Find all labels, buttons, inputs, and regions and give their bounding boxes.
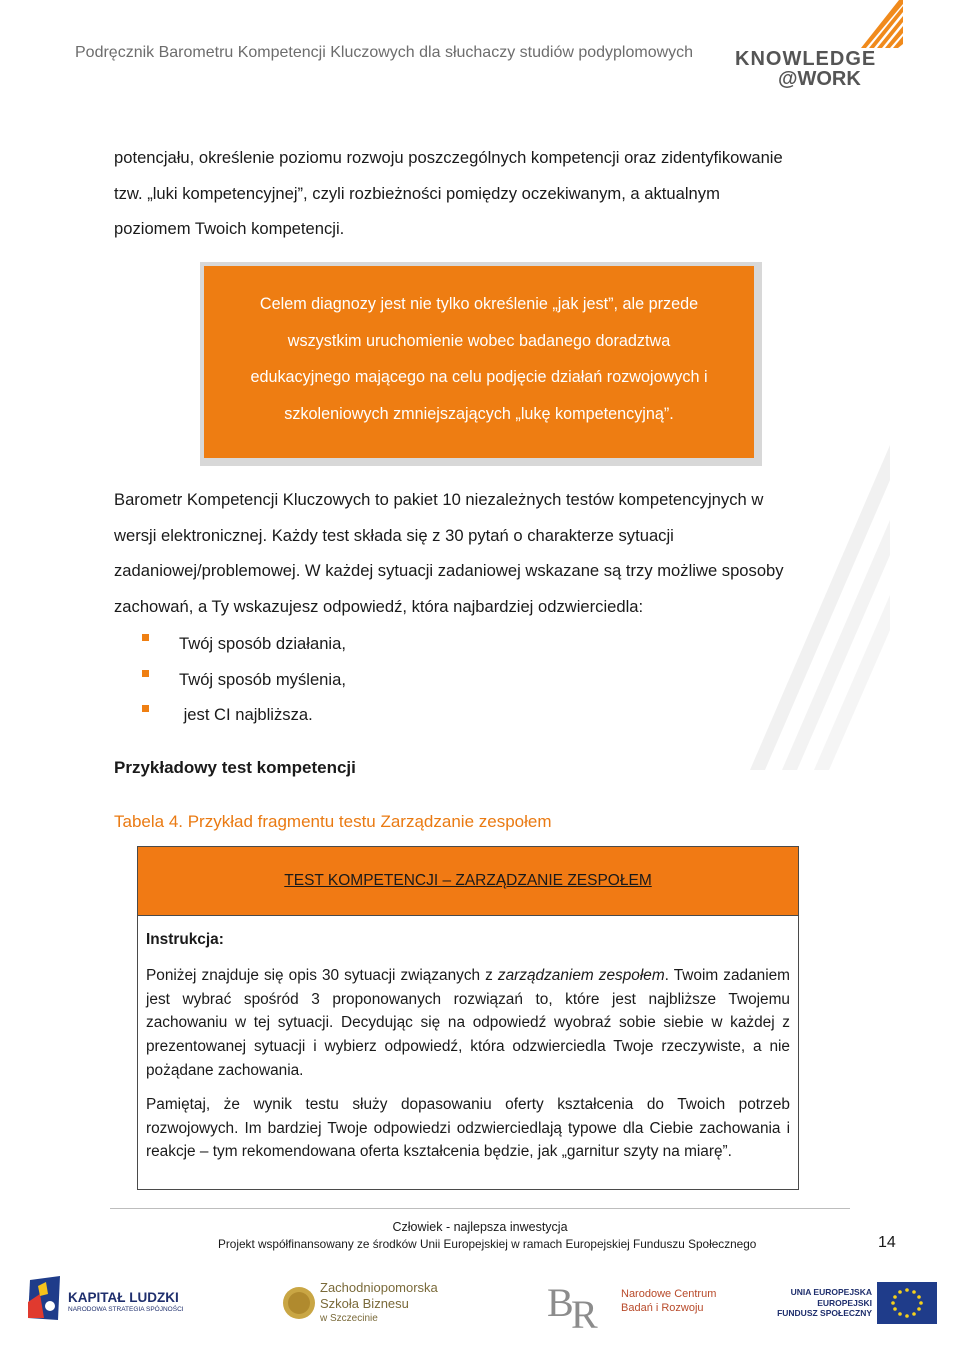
body-line: wersji elektronicznej. Każdy test składa się z 30 pytań o charakterze sytuacji [114, 525, 674, 545]
list-item [142, 626, 742, 662]
callout-line: edukacyjnego mającego na celu podjęcie działań rozwojowych i [250, 368, 708, 386]
footer-funding-note: Projekt współfinansowany ze środków Unii Europejskiej w ramach Europejskiej Funduszu Społecznego [218, 1237, 757, 1251]
ncbr-emblem-icon [545, 1276, 615, 1332]
table-header-cell [138, 847, 798, 916]
intro-line: potencjału, określenie poziomu rozwoju poszczególnych kompetencji oraz zidentyfikowanie [114, 148, 783, 167]
bullet-square-icon [142, 705, 149, 712]
body-paragraph [114, 482, 846, 624]
ncbr-line2: Badań i Rozwoju [621, 1302, 704, 1314]
ncbr-logo [545, 1276, 720, 1332]
running-header-title: Podręcznik Barometru Kompetencji Kluczowych dla słuchaczy studiów podyplomowych [75, 44, 694, 61]
bullet-square-icon [142, 670, 149, 677]
svg-text:R: R [571, 1292, 598, 1332]
intro-paragraph [114, 140, 846, 247]
table-body-cell [138, 916, 798, 1164]
instruction-paragraph [146, 964, 790, 1083]
table-caption: Tabela 4. Przykład fragmentu testu Zarządzanie zespołem [114, 812, 552, 831]
kapital-ludzki-logo [24, 1272, 214, 1324]
callout-line: szkoleniowych zmniejszających „lukę kompetencyjną”. [284, 404, 674, 423]
logo-text-knowledge: KNOWLEDGE [735, 48, 877, 70]
footer-rule [110, 1208, 850, 1209]
bullet-text: Twój sposób działania, [179, 634, 346, 653]
kapital-ludzki-emblem-icon [24, 1272, 64, 1324]
callout-line: Celem diagnozy jest nie tylko określenie „jak jest”, ale przede [259, 295, 699, 313]
intro-line: tzw. „luki kompetencyjnej”, czyli rozbieżności pomiędzy oczekiwanym, a aktualnym [114, 183, 720, 203]
ncbr-line1: Narodowe Centrum [621, 1288, 717, 1300]
body-line: zadaniowej/problemowej. W każdej sytuacji zadaniowej wskazane są trzy możliwe sposoby [114, 561, 784, 580]
bullet-list [142, 626, 742, 733]
instruction-text: Poniżej znajduje się opis 30 sytuacji związanych z [146, 966, 498, 984]
zpsb-line3: w Szczecinie [320, 1313, 378, 1324]
bullet-text: Twój sposób myślenia, [179, 669, 346, 689]
body-line: Barometr Kompetencji Kluczowych to pakiet 10 niezależnych testów kompetencyjnych w [114, 490, 764, 509]
callout-box [204, 266, 754, 458]
instruction-text: . Twoim zadaniem jest wybrać spośród 3 proponowanych rozwiązań to, które jest najbliższe Twojemu zachowaniu w tej sytuacji. Decydując się na odpowiedź wyobraź sobie siebie w każdej z prezentowanej sytuacji i wybierz odpowiedź, która odzwierciedla Twoje rzeczywiste, a nie pożądane zachowania. [146, 966, 790, 1079]
callout-line: wszystkim uruchomienie wobec badanego doradztwa [287, 331, 671, 350]
page-number: 14 [878, 1234, 896, 1251]
footer-slogan: Człowiek - najlepsza inwestycja [392, 1220, 568, 1234]
intro-line: poziomem Twoich kompetencji. [114, 219, 345, 238]
bullet-text: jest CI najbliższa. [179, 705, 313, 724]
list-item [142, 697, 742, 733]
eu-flag-icon [877, 1282, 937, 1324]
instruction-label: Instrukcja: [146, 931, 224, 948]
knowledge-at-work-logo [733, 0, 903, 92]
body-line: zachowań, a Ty wskazujesz odpowiedź, która najbardziej odzwierciedla: [114, 596, 644, 616]
reminder-paragraph: Pamiętaj, że wynik testu służy dopasowaniu oferty kształcenia do Twoich potrzeb rozwojowych. Im bardziej Twoje odpowiedzi odzwierciedlają typowe dla Ciebie zachowania i reakcje – tym rekomendowana oferta kształcenia będzie, jak „garnitur szyty na miarę”. [146, 1095, 790, 1161]
eu-line1: UNIA EUROPEJSKA [790, 1287, 872, 1297]
eu-line3: FUNDUSZ SPOŁECZNY [777, 1308, 872, 1318]
instruction-italic-text: zarządzaniem zespołem [497, 966, 665, 984]
table-header-text: TEST KOMPETENCJI – ZARZĄDZANIE ZESPOŁEM [284, 872, 652, 889]
zpsb-medal-icon [282, 1286, 316, 1320]
list-item [142, 662, 742, 698]
zpsb-logo [282, 1278, 472, 1328]
competence-test-table [137, 846, 799, 1190]
bullet-square-icon [142, 634, 149, 641]
zpsb-line1: Zachodniopomorska [320, 1280, 438, 1295]
eu-logo [777, 1280, 937, 1326]
kapital-ludzki-title: KAPITAŁ LUDZKI [68, 1290, 179, 1305]
zpsb-line2: Szkoła Biznesu [320, 1296, 409, 1311]
eu-line2: EUROPEJSKI [817, 1298, 872, 1308]
kapital-ludzki-subtitle: NARODOWA STRATEGIA SPÓJNOŚCI [68, 1306, 184, 1313]
svg-text:B: B [547, 1280, 574, 1325]
logo-text-at-work: @WORK [778, 68, 861, 90]
section-heading: Przykładowy test kompetencji [114, 758, 356, 777]
